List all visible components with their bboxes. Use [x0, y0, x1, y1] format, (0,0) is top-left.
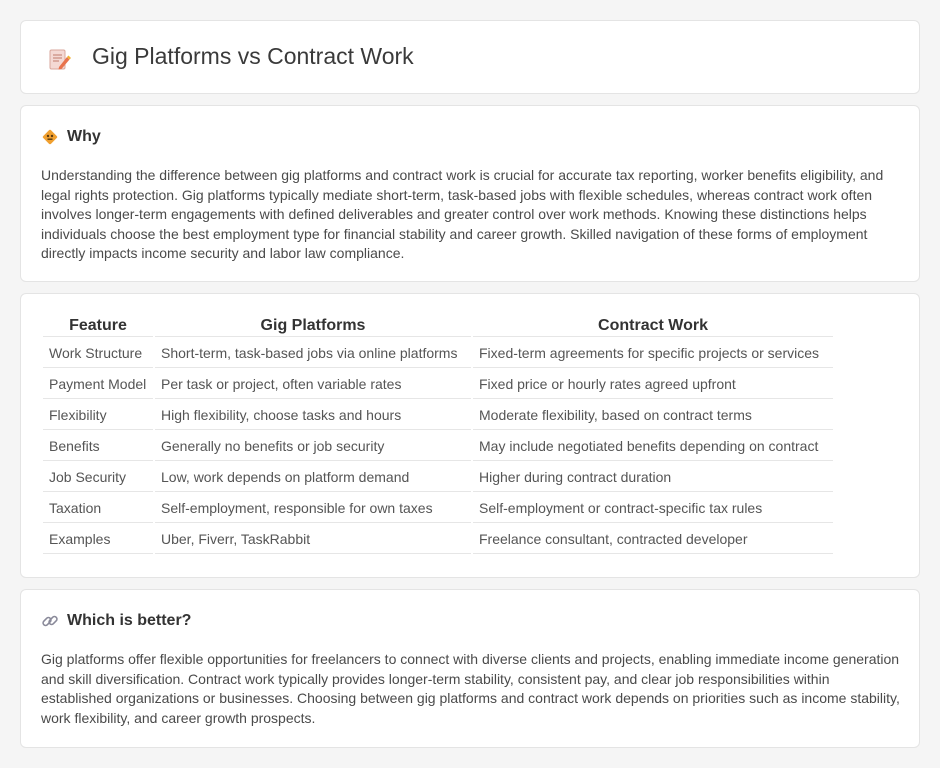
comparison-table [41, 313, 835, 556]
table-row [43, 401, 833, 430]
contract-cell: Self-employment or contract-specific tax rules [473, 494, 833, 523]
table-header-row [43, 315, 833, 337]
notepad-pencil-icon [47, 47, 71, 71]
page-title: Gig Platforms vs Contract Work [92, 43, 414, 69]
why-body: Understanding the difference between gig platforms and contract work is crucial for accurate tax reporting, worker benefits eligibility, and legal rights protection. Gig platforms typically mediate short-term, task-based jobs with flexible schedules, whereas contract work often involves longer-term engagements with defined deliverables and greater control over work methods. Knowing these distinctions helps individuals choose the best employment type for financial stability and career growth. Skilled navigation of these forms of employment directly impacts income security and labor law compliance. [41, 167, 884, 262]
table-row [43, 432, 833, 461]
header-gig-platforms: Gig Platforms [155, 315, 471, 337]
gig-cell: Self-employment, responsible for own taxes [155, 494, 471, 523]
comparison-section [20, 293, 920, 578]
why-header [41, 128, 101, 146]
table-row [43, 370, 833, 399]
contract-cell: Fixed-term agreements for specific projects or services [473, 339, 833, 368]
which-body: Gig platforms offer flexible opportunities for freelancers to connect with diverse clients and projects, enabling immediate income generation and skill diversification. Contract work typically provides longer-term stability, consistent pay, and clear job responsibilities within established organizations or businesses. Choosing between gig platforms and contract work depends on priorities such as income stability, work flexibility, and career growth prospects. [41, 651, 900, 726]
contract-cell: Higher during contract duration [473, 463, 833, 492]
link-icon [41, 612, 59, 630]
feature-cell: Work Structure [43, 339, 153, 368]
feature-cell: Examples [43, 525, 153, 554]
gig-cell: Uber, Fiverr, TaskRabbit [155, 525, 471, 554]
why-section [20, 105, 920, 282]
why-heading: Why [67, 128, 101, 145]
gig-cell: High flexibility, choose tasks and hours [155, 401, 471, 430]
contract-cell: May include negotiated benefits depending on contract [473, 432, 833, 461]
which-header [41, 612, 191, 630]
table-row [43, 339, 833, 368]
title-card [20, 20, 920, 94]
feature-cell: Taxation [43, 494, 153, 523]
header-feature: Feature [43, 315, 153, 337]
gig-cell: Per task or project, often variable rates [155, 370, 471, 399]
contract-cell: Moderate flexibility, based on contract terms [473, 401, 833, 430]
gig-cell: Short-term, task-based jobs via online platforms [155, 339, 471, 368]
which-heading: Which is better? [67, 612, 192, 629]
diamond-warning-icon [41, 128, 59, 146]
feature-cell: Job Security [43, 463, 153, 492]
header-contract-work: Contract Work [473, 315, 833, 337]
table-row [43, 494, 833, 523]
feature-cell: Payment Model [43, 370, 153, 399]
gig-cell: Generally no benefits or job security [155, 432, 471, 461]
table-row [43, 525, 833, 554]
gig-cell: Low, work depends on platform demand [155, 463, 471, 492]
table-row [43, 463, 833, 492]
feature-cell: Flexibility [43, 401, 153, 430]
feature-cell: Benefits [43, 432, 153, 461]
contract-cell: Freelance consultant, contracted developer [473, 525, 833, 554]
contract-cell: Fixed price or hourly rates agreed upfront [473, 370, 833, 399]
which-section [20, 589, 920, 748]
